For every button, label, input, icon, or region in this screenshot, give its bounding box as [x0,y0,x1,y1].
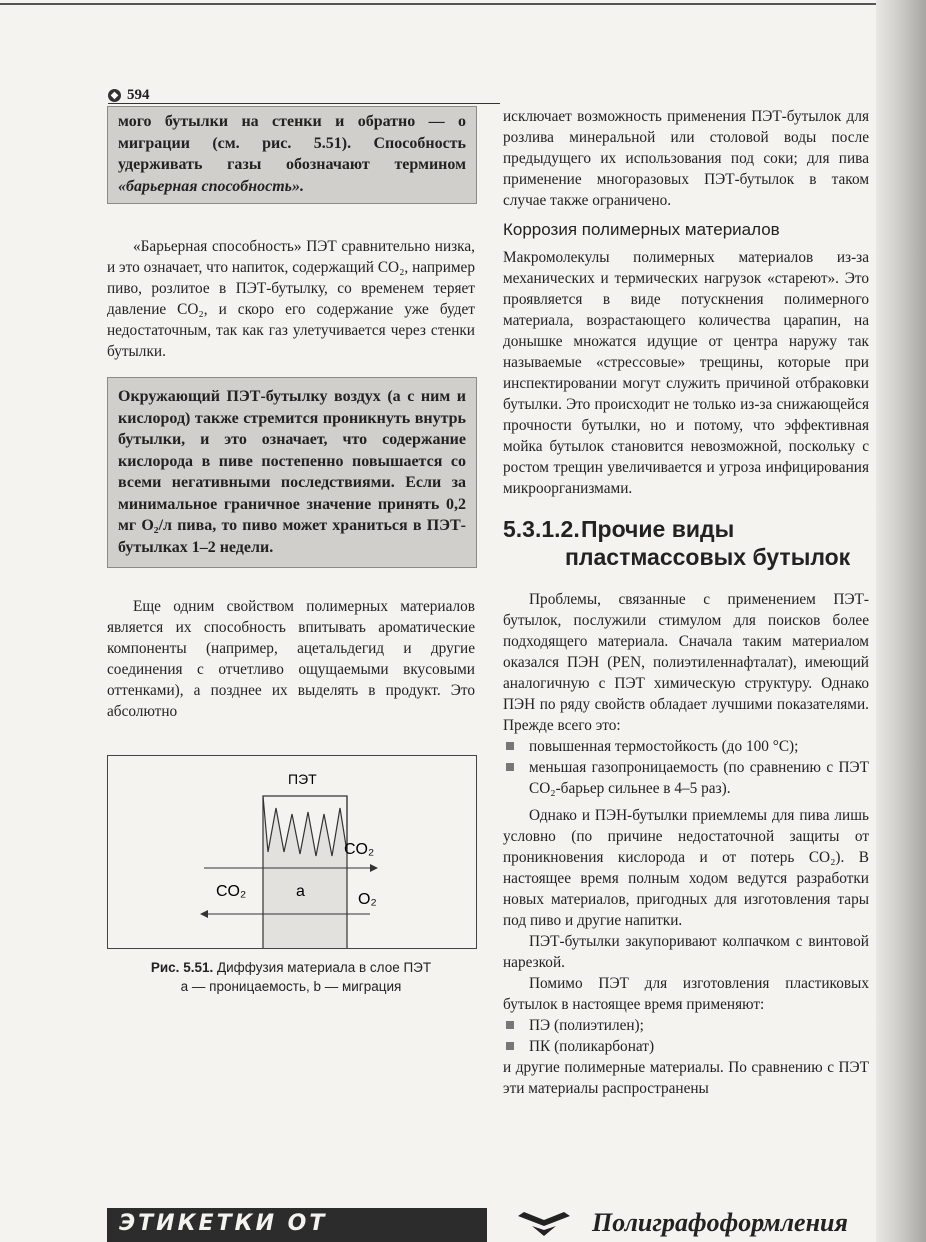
paragraph-barrier: «Барьерная способность» ПЭТ сравнительно низка, и это означает, что напиток, содержащий CO₂, например пиво, розлитое в ПЭТ-бутылку, со временем теряет давление CO₂, и скоро его содержание уже будет недостаточным, так как газ улетучивается через стенки бутылки. [107,238,475,360]
paragraph-pen-limits: Однако и ПЭН-бутылки приемлемы для пива лишь условно (по причине недостаточной защиты от проникновения кислорода и от потерь CO₂). В настоящее время полным ходом ведутся разработки новых материалов, пригодных для изготовления тары под пиво и другие напитки. [503,807,869,929]
footer-right-text: Полиграфоформления [592,1208,848,1237]
label-co2-left: CO₂ [216,883,247,900]
paragraph-other-materials: Помимо ПЭТ для изготовления пластиковых бутылок в настоящее время применяют: [503,975,869,1013]
list-item: повышенная термостойкость (до 100 °С); [503,736,869,757]
footer-banner-right [510,1206,880,1242]
page-gutter-shadow [876,0,926,1242]
caption-label: Рис. 5.51. [150,960,214,975]
section-title-line-1: Прочие виды [581,516,735,542]
bullet-list-pen [503,736,869,799]
box1-term: «барьерная способность». [118,177,304,195]
logo-icon [514,1210,574,1240]
list-item: ПК (поликарбонат) [503,1036,869,1057]
section-number: 5.3.1.2. [503,516,580,542]
footer-banner-left [107,1208,487,1242]
header-rule [108,103,500,104]
list-item: ПЭ (полиэтилен); [503,1015,869,1036]
left-paragraph-1 [107,236,475,362]
highlight-box-oxygen: Окружающий ПЭТ-бутылку воздух (а с ним и кислород) также стремится проникнуть внутрь бутылки, и это означает, что содержание кислорода в пиве постепенно повышается со всеми негативными последствиями. Если за минимальное граничное значение принять 0,2 мг O₂/л пива, то пиво может храниться в ПЭТ-бутылках 1–2 недели. [107,377,477,568]
paragraph-pen: Проблемы, связанные с применением ПЭТ-бутылок, послужили стимулом для поисков более подходящего материала. Сначала таким материалом оказался ПЭН (PEN, полиэтиленнафталат), имеющий аналогичную с ПЭТ химическую структуру. Однако ПЭН по ряду свойств обладает лучшими показателями. Прежде всего это: [503,591,869,734]
label-pet: ПЭТ [288,771,317,787]
section-title-line-2: пластмассовых бутылок [565,544,851,570]
caption-line-2: a — проницаемость, b — миграция [180,979,402,994]
label-a: a [296,883,305,900]
figure-caption [107,958,475,996]
footer-left-text: ЭТИКЕТКИ ОТ [119,1211,328,1236]
top-rule [0,3,905,5]
list-item: меньшая газопроницаемость (по сравнению с ПЭТ CO₂-барьер сильнее в 4–5 раз). [503,757,869,799]
paragraph-caps: ПЭТ-бутылки закупоривают колпачком с винтовой нарезкой. [503,933,869,971]
right-column [503,106,869,1099]
box1-text: мого бутылки на стенки и обратно — о миграции (см. рис. 5.51). Способность удерживать газы обозначают термином [118,113,466,173]
arrow-head [370,864,378,872]
label-o2: O₂ [358,891,377,908]
page-number: 594 [127,86,150,103]
label-co2-right: CO₂ [344,841,375,858]
paragraph-aroma: Еще одним свойством полимерных материалов является их способность впитывать ароматические компоненты (например, ацетальдегид и другие соединения с отчетливо ощущаемыми вкусовыми оттенками), а позднее их выделять в продукт. Это абсолютно [107,598,475,720]
highlight-box-barrier [107,106,477,204]
paragraph-continued: и другие полимерные материалы. По сравнению с ПЭТ эти материалы распространены [503,1059,869,1097]
subheading-corrosion: Коррозия полимерных материалов [503,220,780,239]
bullet-list-materials [503,1015,869,1057]
diffusion-figure [107,755,477,949]
diffusion-diagram [108,756,476,948]
caption-line-1: Диффузия материала в слое ПЭТ [216,960,432,975]
section-heading [503,515,869,571]
page-header [108,86,150,104]
page-marker-icon: ◆ [108,89,121,102]
paragraph-reuse: исключает возможность применения ПЭТ-бутылок для розлива минеральной или столовой воды после предыдущего их использования под соки; для пива применение многоразовых ПЭТ-бутылок в таком случае также ограничено. [503,108,869,209]
paragraph-corrosion: Макромолекулы полимерных материалов из-за механических и термических нагрузок «стареют». Это проявляется в виде потускнения полимерного материала, возрастающего количества царапин, на донышке множатся идущие от центра наружу так называемые «стрессовые» трещины, которые при инспектировании могут служить причиной отбраковки бутылки. Это происходит не только из-за снижающейся прочности бутылки, но и потому, что эффективная мойка бутылок становится невозможной, поскольку с ростом трещин увеличивается и угроза инфицирования микроорганизмами. [503,249,869,497]
arrow-head [200,910,208,918]
left-paragraph-2 [107,596,475,722]
